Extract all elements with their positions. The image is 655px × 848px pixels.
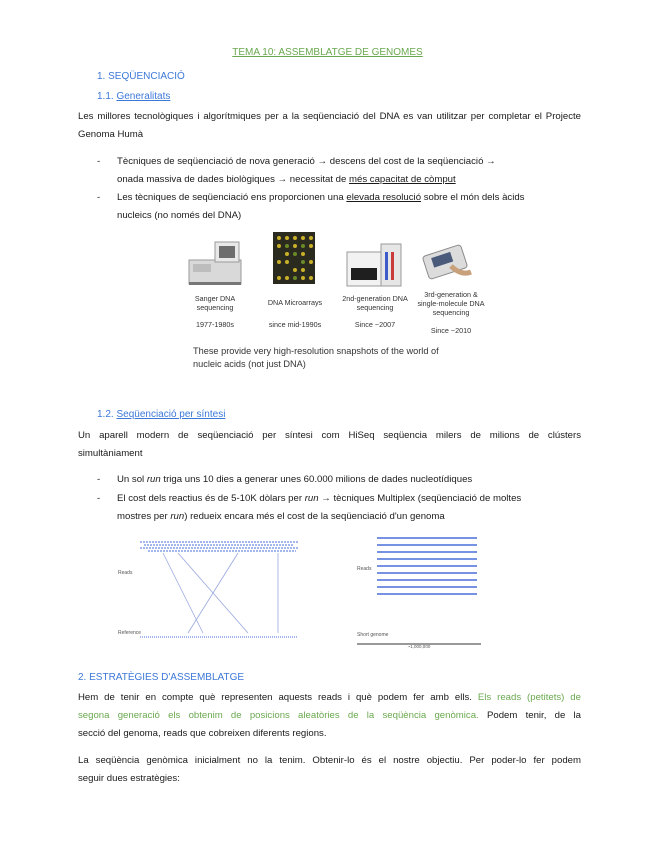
subsection-1-1-heading (97, 88, 170, 106)
bullet-dash: - (97, 493, 101, 504)
subsection-number: 1.2. (97, 409, 114, 420)
s12-bullet-1-a: Un sol (117, 474, 147, 485)
s2-p1-green-b: segona generació els obtenim de posicions aleatòries de la seqüència genòmica. (78, 710, 479, 721)
s12-bullet-2-d: ) redueix encara més el cost de la seqüenciació d'un genoma (184, 511, 445, 522)
s12-bullet-2-a: El cost dels reactius és de 5-10K dòlars per (117, 493, 305, 504)
microarray-image (273, 232, 315, 284)
bullet-1-line1: Tècniques de seqüenciació de nova generació → descens del cost de la seqüenciació → (117, 156, 496, 167)
tech-4-name: 3rd-generation & single-molecule DNA sequencing (417, 290, 485, 317)
reference-label-left: Reference (118, 630, 142, 636)
s2-p1-line1 (78, 689, 581, 707)
s2-p1-text-a: Hem de tenir en compte què representen aquests reads i què podem fer amb ells. (78, 692, 478, 703)
subsection-1-2-heading (97, 406, 225, 424)
s2-p2-line2: seguir dues estratègies: (78, 773, 180, 784)
s2-p1-line3: secció del genoma, reads que cobreixen diferents regions. (78, 728, 327, 739)
s12-bullet-2-line1 (117, 490, 587, 508)
intro-text: Les millores tecnològiques i algorítmiques per a la seqüenciació del DNA es van utilitzar per completar el Projecte Genoma Humà (78, 111, 581, 140)
intro-paragraph-line1 (78, 108, 581, 144)
s12-bullet-2-italic-2: run (170, 511, 185, 522)
subsection-number: 1.1. (97, 91, 114, 102)
tech-3-date: Since ~2007 (354, 320, 396, 329)
sequencing-technologies-figure (185, 232, 485, 377)
bullet-2-line1 (117, 189, 587, 207)
document-title: TEMA 10: ASSEMBLATGE DE GENOMES (232, 47, 423, 58)
tech-4-date: Since ~2010 (430, 326, 472, 335)
bullet-1-text: onada massiva de dades biològiques → necessitat de (117, 174, 349, 185)
tech-1-name: Sanger DNA sequencing (194, 294, 236, 312)
s12-intro-line2: simultàniament (78, 448, 143, 459)
s12-bullet-1 (117, 471, 587, 489)
bullet-dash: - (97, 192, 101, 203)
reads-label-left: Reads (118, 570, 133, 576)
s12-bullet-2-italic: run (304, 493, 319, 504)
s2-p1-green-a: Els reads (petitets) de (477, 692, 581, 703)
scale-label: ~1,000,000 (407, 644, 431, 649)
sanger-machine-image (185, 238, 245, 288)
bullet-dash: - (97, 156, 101, 167)
bullet-1-underlined: més capacitat de còmput (349, 174, 456, 185)
subsection-title-link[interactable]: Seqüenciació per síntesi (116, 409, 226, 420)
tech-1-date: 1977-1980s (196, 320, 234, 329)
s12-bullet-1-b: triga uns 10 dies a generar unes 60.000 milions de dades nucleotídiques (160, 474, 473, 485)
bullet-1-line2 (117, 171, 587, 189)
figure-1-caption-line2: nucleic acids (not just DNA) (193, 359, 306, 369)
second-gen-sequencer-image (345, 242, 405, 288)
tech-2-name: DNA Microarrays (267, 298, 323, 307)
s2-p1-line2 (78, 707, 581, 725)
bullet-2-text-b: sobre el món dels àcids (421, 192, 525, 203)
section-1-heading: 1. SEQÜENCIACIÓ (97, 71, 185, 82)
s12-bullet-1-italic: run (146, 474, 161, 485)
subsection-title-link[interactable]: Generalitats (116, 91, 171, 102)
genome-label-right: Short genome (357, 632, 389, 638)
third-gen-device-image (421, 236, 473, 284)
s2-p1-text-b: Podem tenir, de la (478, 710, 581, 721)
tech-2-date: since mid-1990s (268, 320, 322, 329)
bullet-dash: - (97, 474, 101, 485)
s12-bullet-2-line2 (117, 508, 587, 526)
figure-1-caption-line1: These provide very high-resolution snapshots of the world of (193, 346, 439, 356)
reads-coverage-diagram (355, 530, 485, 652)
section-2-heading: 2. ESTRATÈGIES D'ASSEMBLATGE (78, 672, 245, 683)
bullet-2-line2: nucleics (no només del DNA) (117, 210, 242, 221)
bullet-2-underlined: elevada resolució (346, 192, 422, 203)
read-mapping-diagram (118, 538, 308, 650)
bullet-2-text-a: Les tècniques de seqüenciació ens proporcionen una (117, 192, 347, 203)
s12-intro-line1: Un aparell modern de seqüenciació per síntesi com HiSeq seqüencia milers de milions de clústers (78, 430, 581, 441)
s2-p2-line1: La seqüència genòmica inicialment no la tenim. Obtenir-lo és el nostre objectiu. Per poder-lo fer podem (78, 755, 581, 766)
tech-3-name: 2nd-generation DNA sequencing (342, 294, 408, 312)
reads-label-right: Reads (357, 566, 372, 572)
s12-bullet-2-b: → tècniques Multiplex (seqüenciació de moltes (318, 493, 522, 504)
s12-bullet-2-c: mostres per (117, 511, 171, 522)
